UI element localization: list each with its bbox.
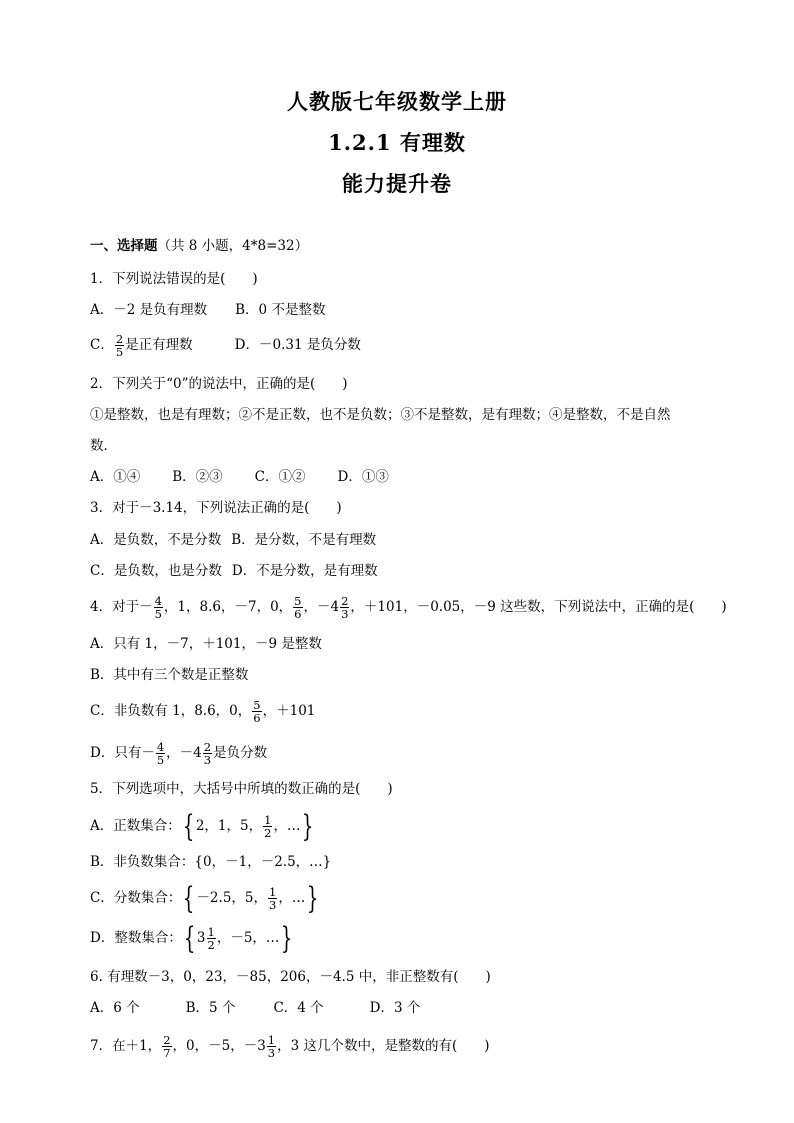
q2-option-c: C．①②	[254, 469, 306, 485]
q2-stem: 2．下列关于“0”的说法中，正确的是( )	[90, 376, 348, 392]
q3-option-a: A．是负数，不是分数	[90, 532, 222, 548]
q7-stem-part: 7．在＋1，	[90, 1038, 162, 1054]
q5-option-a-part: ，…	[273, 818, 301, 834]
q6-options	[90, 999, 420, 1017]
fraction-numerator: 2	[341, 594, 349, 608]
q4-fraction-4-5	[154, 595, 163, 620]
q3-options-ab	[90, 531, 376, 549]
q1-stem: 1．下列说法错误的是( )	[90, 271, 258, 287]
q5-option-c-label: C．分数集合：	[90, 890, 182, 906]
q2-statements-line1: ①是整数，也是有理数；②不是正数，也不是负数；③不是整数，是有理数；④是整数，不是自然	[90, 407, 671, 423]
q3-stem: 3．对于－3.14，下列说法正确的是( )	[90, 500, 342, 516]
fraction-denominator: 5	[115, 345, 124, 359]
q4-option-d-fraction-1	[156, 741, 165, 766]
section-label: 一、选择题	[90, 238, 158, 254]
fraction-numerator: 2	[203, 740, 212, 754]
right-brace: }	[281, 920, 293, 956]
q4-option-d-part: 是负分数	[213, 745, 268, 761]
fraction-denominator: 2	[264, 826, 272, 840]
q4-option-a: A．只有 1，－7，＋101，－9 是整数	[90, 636, 322, 652]
q4-stem-part: ，＋101，－0.05，－9 这些数，下列说法中，正确的是( )	[350, 599, 727, 615]
q1-option-c-label: C．	[90, 337, 114, 353]
q7-stem-part: ，3 这几个数中，是整数的有( )	[277, 1038, 490, 1054]
q4-option-b: B．其中有三个数是正整数	[90, 667, 249, 683]
q2-statements-line2: 数．	[90, 438, 117, 454]
q5-option-c-part: －2.5，5，	[196, 890, 267, 906]
fraction-numerator: 2	[163, 1033, 171, 1047]
q7-fraction-2-7	[162, 1034, 171, 1059]
left-brace: {	[183, 920, 196, 956]
fraction-numerator: 1	[269, 885, 277, 899]
q6-option-d: D．3 个	[369, 1000, 421, 1016]
q3-option-b: B．是分数，不是有理数	[231, 532, 377, 548]
fraction-denominator: 3	[267, 1046, 276, 1060]
fraction-denominator: 5	[154, 607, 162, 621]
q5-option-a-fraction	[263, 814, 272, 839]
q6-option-a: A．6 个	[90, 1000, 140, 1016]
section-info: （共 8 小题，4*8=32）	[157, 238, 309, 254]
q5-option-d-part: 3	[196, 930, 206, 946]
q4-option-d-fraction-2	[203, 741, 212, 766]
q4-option-c	[90, 698, 315, 724]
q5-option-a-label: A．正数集合：	[90, 818, 181, 834]
q2-option-d: D．①③	[337, 469, 389, 485]
right-brace: }	[307, 880, 319, 916]
q6-option-c: C．4 个	[273, 1000, 324, 1016]
q1-option-b: B．0 不是整数	[235, 302, 326, 318]
q7-fraction-1-3	[267, 1034, 276, 1059]
fraction-numerator: 5	[294, 594, 302, 608]
fraction-denominator: 2	[207, 938, 215, 952]
q4-option-c-part: ，＋101	[262, 703, 316, 719]
q2-options	[90, 468, 389, 486]
q1-option-d: D．－0.31 是负分数	[234, 337, 361, 353]
left-brace: {	[182, 808, 195, 844]
q1-option-c-fraction	[115, 333, 124, 358]
q5-option-d-part: ，－5，…	[216, 930, 280, 946]
q5-option-c	[90, 882, 320, 914]
q4-fraction-2-3	[340, 595, 349, 620]
q5-option-d-label: D．整数集合：	[90, 930, 182, 946]
q5-option-a-part: 2，1，5，	[195, 818, 263, 834]
fraction-numerator: 4	[154, 594, 162, 608]
fraction-denominator: 3	[269, 898, 277, 912]
q5-option-a	[90, 810, 316, 842]
fraction-numerator: 1	[264, 813, 272, 827]
q5-option-b: B．非负数集合：{0，－1，－2.5，…}	[90, 854, 332, 870]
fraction-denominator: 3	[341, 607, 349, 621]
q6-stem: 6. 有理数－3，0，23，－85，206，－4.5 中，非正整数有( )	[90, 969, 491, 985]
right-brace: }	[302, 808, 314, 844]
q7-stem-part: ，0，－5，－3	[172, 1038, 266, 1054]
fraction-denominator: 3	[203, 753, 212, 767]
q4-stem	[90, 594, 727, 620]
q2-option-a: A．①④	[90, 469, 141, 485]
q5-option-c-part: ，…	[278, 890, 306, 906]
q4-option-d-part: ，－4	[166, 745, 202, 761]
q4-stem-part: ，1，8.6，－7，0，	[163, 599, 293, 615]
q5-option-d	[90, 922, 295, 954]
fraction-numerator: 4	[156, 740, 165, 754]
left-brace: {	[183, 880, 195, 916]
fraction-numerator: 1	[207, 925, 215, 939]
q7-stem	[90, 1033, 490, 1059]
q4-option-d	[90, 740, 267, 766]
q1-option-a: A．－2 是负有理数	[90, 302, 208, 318]
fraction-denominator: 7	[163, 1046, 171, 1060]
q4-stem-part: 4．对于－	[90, 599, 153, 615]
q5-option-d-fraction	[207, 926, 216, 951]
section-heading	[90, 237, 308, 255]
q1-options-cd	[90, 332, 361, 358]
fraction-denominator: 5	[156, 753, 165, 767]
q5-option-c-fraction	[268, 886, 277, 911]
q4-fraction-5-6	[293, 595, 302, 620]
q1-options-ab	[90, 301, 325, 319]
document-title: 人教版七年级数学上册	[287, 89, 507, 114]
q2-option-b: B．②③	[172, 469, 223, 485]
q3-options-cd	[90, 562, 378, 580]
paper-subtitle: 能力提升卷	[342, 171, 452, 196]
q3-option-d: D．不是分数，是有理数	[231, 563, 378, 579]
q6-option-b: B．5 个	[185, 1000, 236, 1016]
q1-option-c-text: 是正有理数	[125, 337, 193, 353]
fraction-denominator: 6	[294, 607, 302, 621]
fraction-numerator: 1	[267, 1033, 276, 1047]
fraction-numerator: 2	[115, 332, 124, 346]
q5-stem: 5．下列选项中，大括号中所填的数正确的是( )	[90, 781, 393, 797]
fraction-numerator: 5	[253, 698, 261, 712]
fraction-denominator: 6	[253, 711, 261, 725]
q4-option-c-fraction	[252, 699, 261, 724]
q4-option-c-part: C．非负数有 1，8.6，0，	[90, 703, 252, 719]
q3-option-c: C．是负数，也是分数	[90, 563, 222, 579]
q4-option-d-part: D．只有－	[90, 745, 155, 761]
lesson-title: 1.2.1 有理数	[328, 130, 466, 155]
q4-stem-part: ，－4	[303, 599, 340, 615]
